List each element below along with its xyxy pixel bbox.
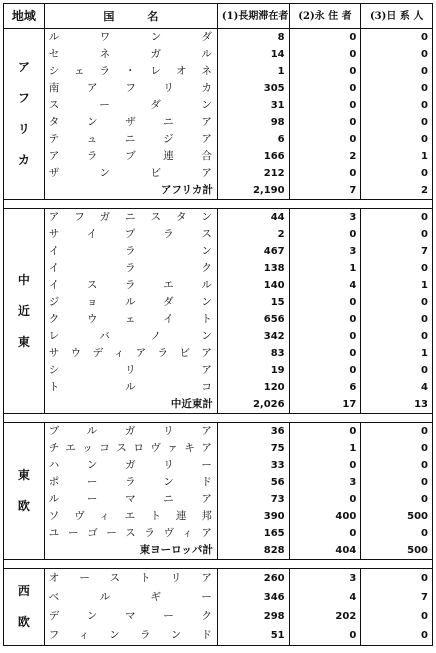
country-name: フィンランド <box>44 626 217 645</box>
table-row <box>4 114 432 131</box>
table-row <box>4 277 432 294</box>
long-term-value: 15 <box>217 294 289 311</box>
total-label: アフリカ計 <box>44 182 217 200</box>
nikkei-value: 1 <box>421 280 428 291</box>
region-char: フ <box>17 91 30 105</box>
region-char: 西 <box>17 584 30 598</box>
region-cell <box>4 209 44 414</box>
country-name: チエッコスロヴァキア <box>44 440 217 457</box>
long-term-value: 166 <box>217 148 289 165</box>
nikkei-value: 0 <box>421 573 428 585</box>
table-row <box>4 46 432 63</box>
table-row <box>4 474 432 491</box>
region-char: 欧 <box>17 615 30 629</box>
permanent-value: 202 <box>289 607 361 626</box>
long-term-value: 390 <box>217 508 289 525</box>
country-name: オーストリア <box>44 569 217 589</box>
permanent-value: 3 <box>289 569 361 589</box>
permanent-value: 0 <box>289 626 361 645</box>
table-row <box>4 423 432 441</box>
region-cell <box>4 569 44 646</box>
header-country: 国 名 <box>44 4 217 29</box>
nikkei-value: 1 <box>421 151 428 162</box>
region-char: 欧 <box>17 499 30 513</box>
permanent-value: 0 <box>289 97 361 114</box>
nikkei-value: 0 <box>421 263 428 274</box>
country-name: レバノン <box>44 328 217 345</box>
permanent-value: 0 <box>289 29 361 47</box>
table-row <box>4 525 432 542</box>
long-term-value: 165 <box>217 525 289 542</box>
table-row <box>4 569 432 589</box>
nikkei-value: 0 <box>421 477 428 488</box>
long-term-value: 8 <box>217 29 289 47</box>
country-name: ベルギー <box>44 588 217 607</box>
table-row <box>4 457 432 474</box>
nikkei-value: 500 <box>407 511 428 522</box>
table-row <box>4 63 432 80</box>
long-term-value: 305 <box>217 80 289 97</box>
permanent-value: 2 <box>289 148 361 165</box>
nikkei-value: 0 <box>421 49 428 60</box>
section-gap-cell <box>4 414 432 423</box>
country-name: ルワンダ <box>44 29 217 47</box>
total-permanent: 17 <box>289 396 361 414</box>
country-name: イスラエル <box>44 277 217 294</box>
long-term-value: 138 <box>217 260 289 277</box>
permanent-value: 3 <box>289 209 361 227</box>
long-term-value: 73 <box>217 491 289 508</box>
country-name: イラク <box>44 260 217 277</box>
nikkei-value: 0 <box>421 212 428 223</box>
permanent-value: 0 <box>289 46 361 63</box>
statistics-table <box>4 4 432 645</box>
nikkei-value: 0 <box>421 117 428 128</box>
long-term-value: 120 <box>217 379 289 396</box>
table-row <box>4 148 432 165</box>
region-cell <box>4 423 44 560</box>
total-permanent: 404 <box>289 542 361 560</box>
nikkei-value: 0 <box>421 426 428 437</box>
table-row <box>4 243 432 260</box>
long-term-value: 656 <box>217 311 289 328</box>
permanent-value: 6 <box>289 379 361 396</box>
nikkei-value: 0 <box>421 168 428 179</box>
long-term-value: 260 <box>217 569 289 589</box>
nikkei-value: 0 <box>421 100 428 111</box>
long-term-value: 44 <box>217 209 289 227</box>
long-term-value: 14 <box>217 46 289 63</box>
total-long-term: 2,190 <box>217 182 289 200</box>
long-term-value: 33 <box>217 457 289 474</box>
region-char: リ <box>17 122 30 136</box>
nikkei-value: 0 <box>421 611 428 622</box>
country-name: シリア <box>44 362 217 379</box>
long-term-value: 19 <box>217 362 289 379</box>
country-name: タンザニア <box>44 114 217 131</box>
country-name: イラン <box>44 243 217 260</box>
permanent-value: 0 <box>289 491 361 508</box>
permanent-value: 0 <box>289 345 361 362</box>
nikkei-value: 0 <box>421 443 428 454</box>
permanent-value: 0 <box>289 63 361 80</box>
nikkei-value: 0 <box>421 297 428 308</box>
nikkei-value: 0 <box>421 630 428 641</box>
table-row <box>4 379 432 396</box>
permanent-value: 0 <box>289 80 361 97</box>
section-gap <box>4 560 432 569</box>
total-row <box>4 396 432 414</box>
permanent-value: 0 <box>289 457 361 474</box>
permanent-value: 3 <box>289 474 361 491</box>
long-term-value: 140 <box>217 277 289 294</box>
long-term-value: 75 <box>217 440 289 457</box>
country-name: サウディアラビア <box>44 345 217 362</box>
total-label: 中近東計 <box>44 396 217 414</box>
total-nikkei: 2 <box>421 185 428 196</box>
total-label: 東ヨーロッパ計 <box>44 542 217 560</box>
long-term-value: 298 <box>217 607 289 626</box>
nikkei-value: 0 <box>421 32 428 43</box>
long-term-value: 2 <box>217 226 289 243</box>
permanent-value: 0 <box>289 328 361 345</box>
nikkei-value: 0 <box>421 66 428 77</box>
nikkei-value: 4 <box>421 382 428 393</box>
nikkei-value: 0 <box>421 460 428 471</box>
country-name: ザンビア <box>44 165 217 182</box>
country-name: サイプラス <box>44 226 217 243</box>
region-char: 近 <box>17 303 30 318</box>
nikkei-value: 7 <box>421 592 428 604</box>
table-row <box>4 311 432 328</box>
nikkei-value: 7 <box>421 246 428 257</box>
table-row <box>4 97 432 114</box>
permanent-value: 400 <box>289 508 361 525</box>
country-name: ユーゴースラヴィア <box>44 525 217 542</box>
long-term-value: 31 <box>217 97 289 114</box>
country-name: ハンガリー <box>44 457 217 474</box>
table-row <box>4 508 432 525</box>
long-term-value: 98 <box>217 114 289 131</box>
country-name: デンマーク <box>44 607 217 626</box>
long-term-value: 36 <box>217 423 289 441</box>
table-body <box>4 29 432 646</box>
country-name: アラブ連合 <box>44 148 217 165</box>
nikkei-value: 0 <box>421 365 428 376</box>
total-permanent: 7 <box>289 182 361 200</box>
table-row <box>4 328 432 345</box>
permanent-value: 0 <box>289 165 361 182</box>
country-name: ソヴィエト連邦 <box>44 508 217 525</box>
country-name: セネガル <box>44 46 217 63</box>
table-row <box>4 165 432 182</box>
table-row <box>4 260 432 277</box>
table-row <box>4 607 432 626</box>
country-name: ルーマニア <box>44 491 217 508</box>
country-name: スーダン <box>44 97 217 114</box>
table-row <box>4 491 432 508</box>
permanent-value: 4 <box>289 588 361 607</box>
long-term-value: 346 <box>217 588 289 607</box>
permanent-value: 1 <box>289 440 361 457</box>
country-name: ジョルダン <box>44 294 217 311</box>
table-row <box>4 588 432 607</box>
region-char: 東 <box>17 334 30 349</box>
section-gap <box>4 414 432 423</box>
section-gap-cell <box>4 200 432 209</box>
region-char: ア <box>17 60 30 74</box>
permanent-value: 0 <box>289 131 361 148</box>
table-row <box>4 131 432 148</box>
table-row <box>4 226 432 243</box>
header-nikkei: (3)日 系 人 <box>361 4 432 29</box>
country-name: テュニジア <box>44 131 217 148</box>
nikkei-value: 0 <box>421 494 428 505</box>
permanent-value: 0 <box>289 114 361 131</box>
table-row <box>4 345 432 362</box>
country-name: トルコ <box>44 379 217 396</box>
total-long-term: 828 <box>217 542 289 560</box>
nikkei-value: 0 <box>421 83 428 94</box>
header-long-term: (1)長期滞在者 <box>217 4 289 29</box>
table-row <box>4 294 432 311</box>
table-row <box>4 362 432 379</box>
country-name: シェラ・レオネ <box>44 63 217 80</box>
permanent-value: 0 <box>289 362 361 379</box>
total-row <box>4 182 432 200</box>
total-row <box>4 542 432 560</box>
permanent-value: 4 <box>289 277 361 294</box>
country-name: ポーランド <box>44 474 217 491</box>
country-name: ブルガリア <box>44 423 217 441</box>
nikkei-value: 0 <box>421 134 428 145</box>
table-row <box>4 440 432 457</box>
section-gap-cell <box>4 560 432 569</box>
country-name: 南アフリカ <box>44 80 217 97</box>
table-row <box>4 626 432 645</box>
long-term-value: 6 <box>217 131 289 148</box>
permanent-value: 0 <box>289 311 361 328</box>
table-row <box>4 80 432 97</box>
region-char: カ <box>17 153 30 167</box>
nikkei-value: 0 <box>421 528 428 539</box>
total-long-term: 2,026 <box>217 396 289 414</box>
region-cell <box>4 29 44 200</box>
nikkei-value: 0 <box>421 229 428 240</box>
long-term-value: 212 <box>217 165 289 182</box>
long-term-value: 342 <box>217 328 289 345</box>
nikkei-value: 0 <box>421 314 428 325</box>
region-char: 中 <box>17 272 30 287</box>
permanent-value: 0 <box>289 525 361 542</box>
country-name: アフガニスタン <box>44 209 217 227</box>
long-term-value: 467 <box>217 243 289 260</box>
permanent-value: 0 <box>289 294 361 311</box>
permanent-value: 1 <box>289 260 361 277</box>
table-row <box>4 209 432 227</box>
header-row <box>4 4 432 29</box>
long-term-value: 83 <box>217 345 289 362</box>
total-nikkei: 13 <box>414 399 428 410</box>
long-term-value: 51 <box>217 626 289 645</box>
country-name: クウェイト <box>44 311 217 328</box>
table-row <box>4 29 432 47</box>
long-term-value: 1 <box>217 63 289 80</box>
long-term-value: 56 <box>217 474 289 491</box>
total-nikkei: 500 <box>407 545 428 556</box>
permanent-value: 0 <box>289 423 361 441</box>
nikkei-value: 1 <box>421 348 428 359</box>
header-permanent: (2)永 住 者 <box>289 4 361 29</box>
nikkei-value: 0 <box>421 331 428 342</box>
section-gap <box>4 200 432 209</box>
permanent-value: 0 <box>289 226 361 243</box>
header-region: 地域 <box>4 4 44 29</box>
permanent-value: 3 <box>289 243 361 260</box>
region-char: 東 <box>17 468 30 482</box>
